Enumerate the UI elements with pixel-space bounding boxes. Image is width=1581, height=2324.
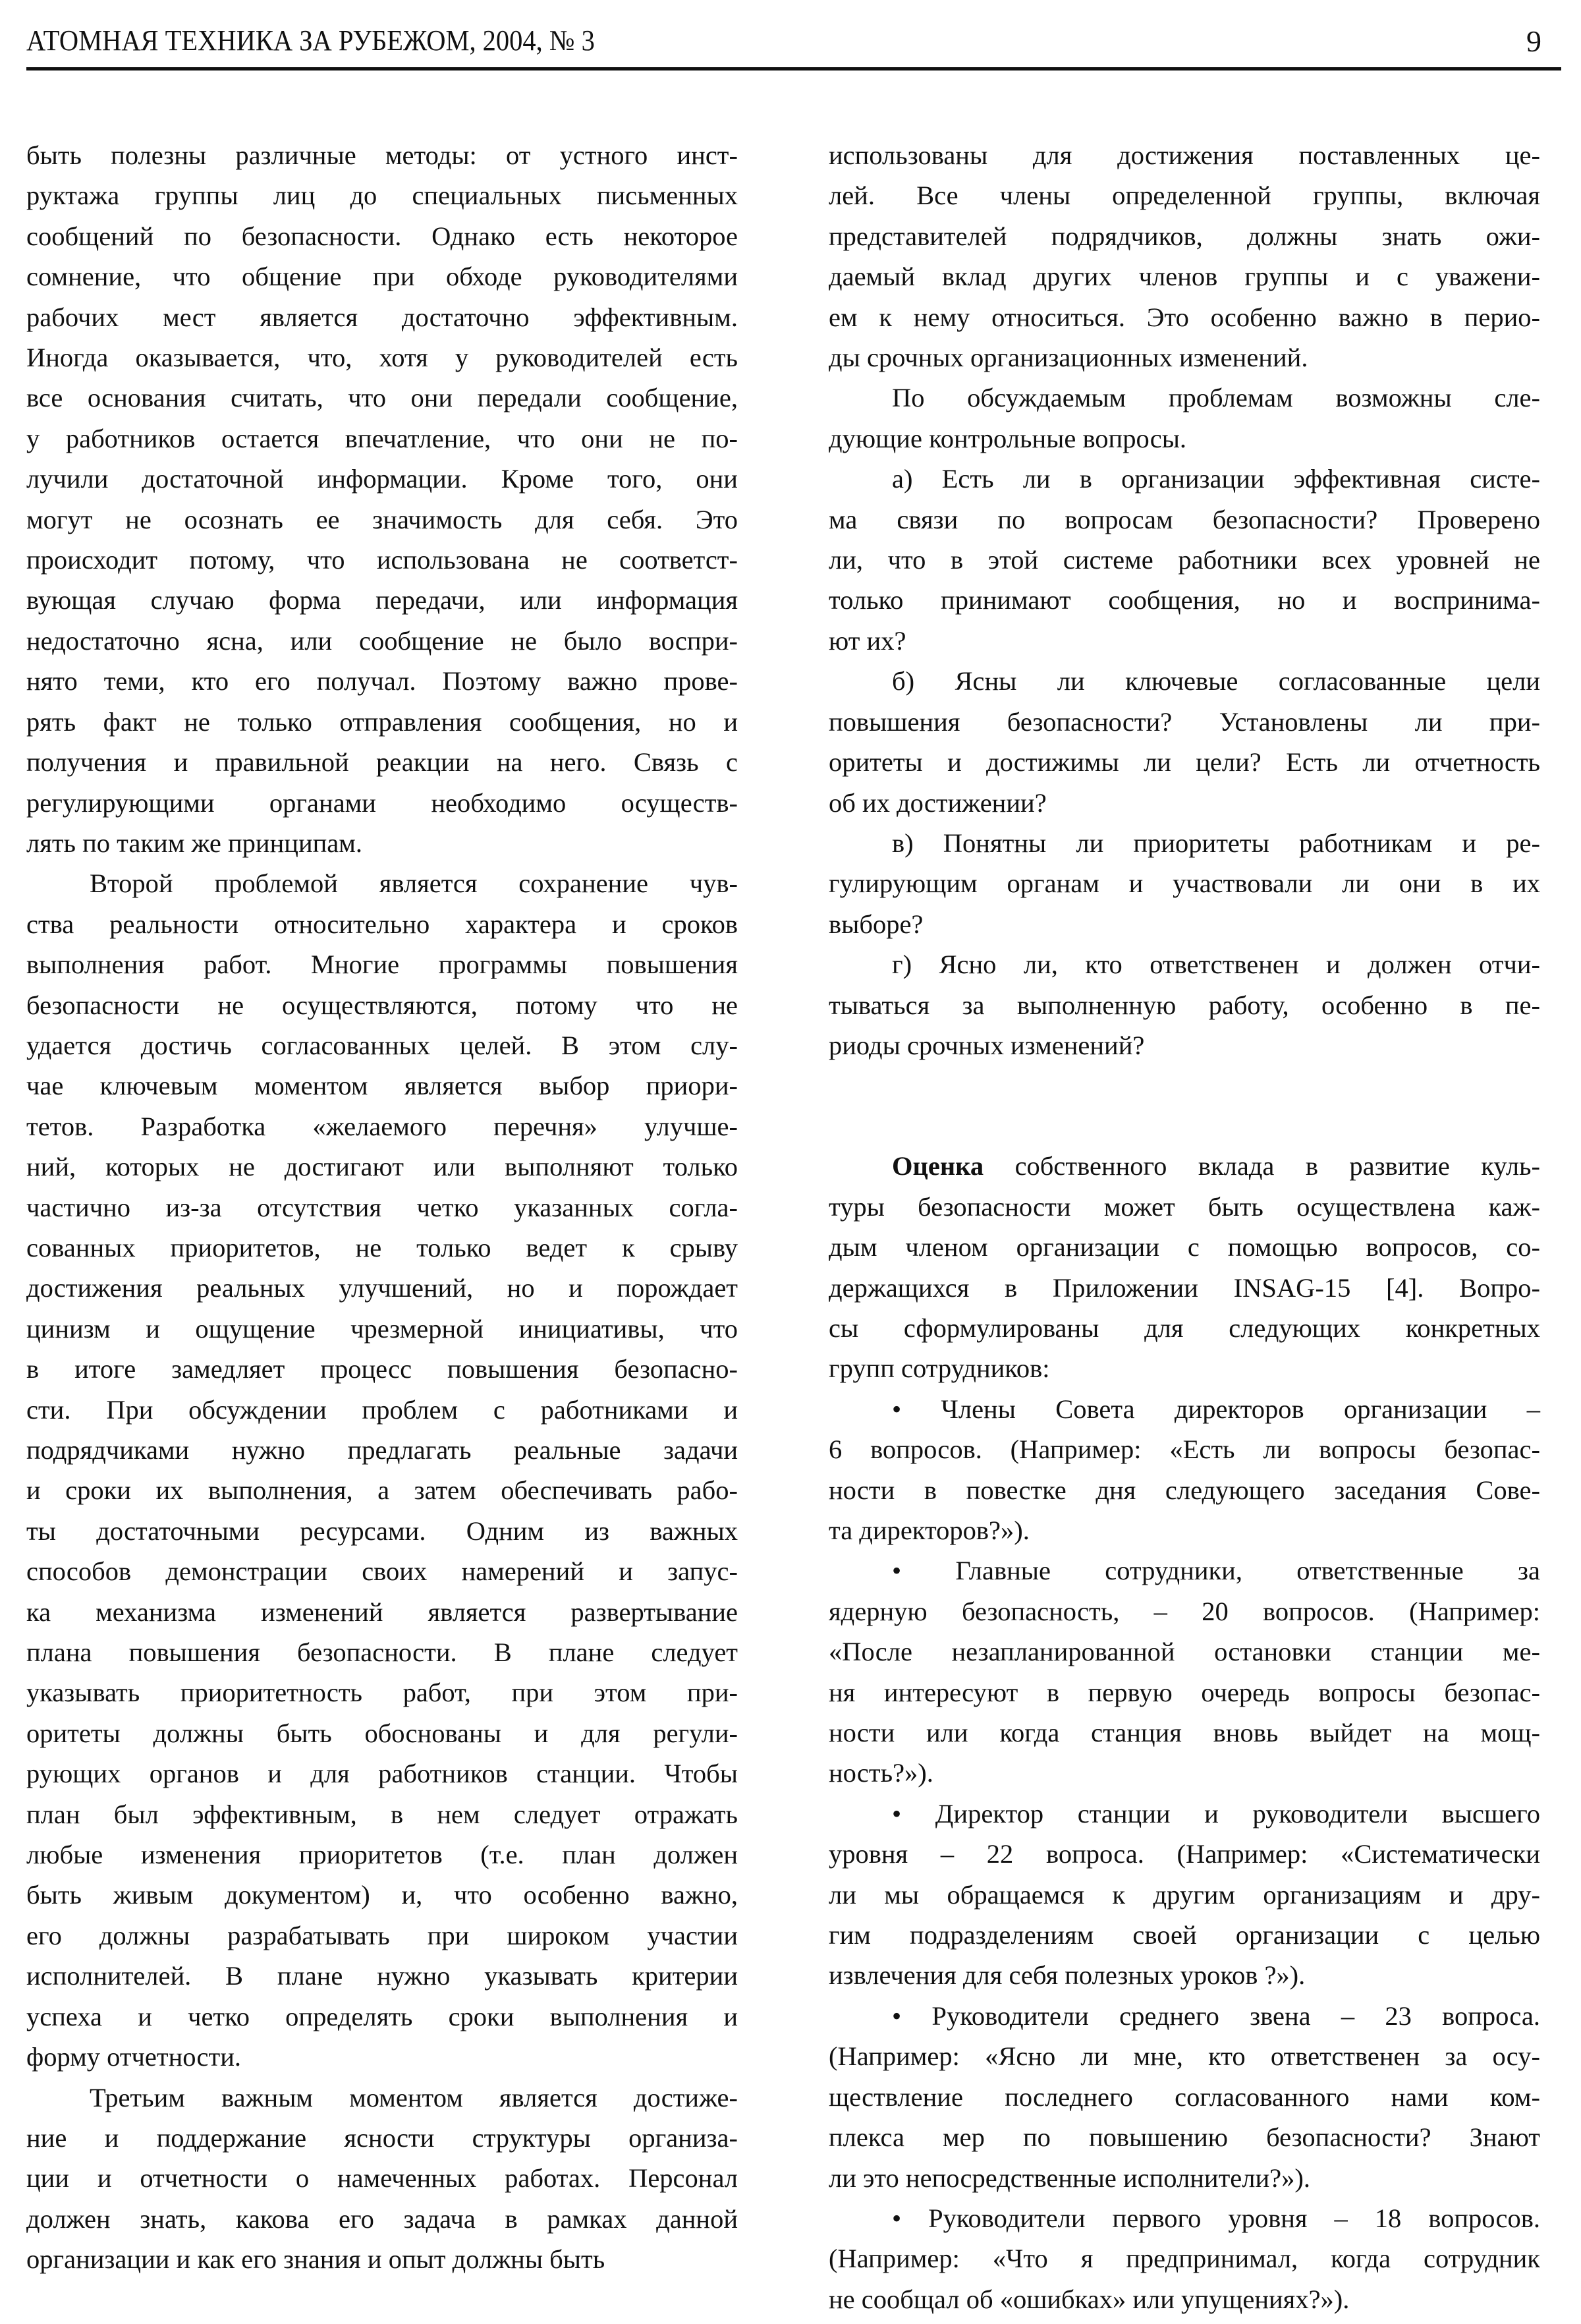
paragraph <box>829 1794 1540 1996</box>
text-line: лей. Все члены определенной группы, включая <box>829 181 1540 211</box>
text-line: быть полезны различные методы: от устного инст- <box>26 140 738 170</box>
text-line: способов демонстрации своих намерений и запус- <box>26 1556 738 1587</box>
text-line: исполнителей. В плане нужно указывать критерии <box>26 1961 738 1991</box>
text-line: ли это непосредственные исполнители?»). <box>829 2163 1310 2193</box>
text-line: (Например: «Ясно ли мне, кто ответственен за осу- <box>829 2041 1540 2072</box>
text-line: ня интересуют в первую очередь вопросы безопас- <box>829 1677 1540 1707</box>
text-line: групп сотрудников: <box>829 1353 1050 1384</box>
text-line: чае ключевым моментом является выбор приори- <box>26 1071 738 1101</box>
paragraph <box>829 135 1540 378</box>
text-line: (Например: «Что я предпринимал, когда сотрудник <box>829 2244 1540 2274</box>
paragraph <box>829 661 1540 823</box>
paragraph <box>829 1389 1540 1551</box>
text-line: По обсуждаемым проблемам возможны сле- <box>892 383 1540 413</box>
text-line: и сроки их выполнения, а затем обеспечивать рабо- <box>26 1475 738 1506</box>
text-line: «После незапланированной остановки станции ме- <box>829 1637 1540 1667</box>
text-line: держащихся в Приложении INSAG-15 [4]. Вопро- <box>829 1272 1540 1303</box>
text-line: все основания считать, что они передали сообщение, <box>26 383 738 413</box>
text-line: гим подразделениям своей организации с целью <box>829 1920 1540 1950</box>
text-line: ний, которых не достигают или выполняют только <box>26 1152 738 1182</box>
text-line: ции и отчетности о намеченных работах. Персонал <box>26 2163 738 2194</box>
text-line: гулирующим органам и участвовали ли они в их <box>829 868 1540 899</box>
text-line: г) Ясно ли, кто ответственен и должен отчи- <box>892 949 1540 980</box>
text-line: сообщений по безопасности. Однако есть некоторое <box>26 221 738 251</box>
text-line: ют их? <box>829 625 906 656</box>
text-line: ка механизма изменений является развертывание <box>26 1597 738 1627</box>
text-line: рять факт не только отправления сообщения, но и <box>26 706 738 737</box>
paragraph <box>829 378 1540 459</box>
text-line: вующая случаю форма передачи, или информация <box>26 585 738 615</box>
text-line: ды срочных организационных изменений. <box>829 343 1308 373</box>
page-number: 9 <box>1526 24 1541 58</box>
text-line: извлечения для себя полезных уроков ?»). <box>829 1960 1306 1991</box>
text-line: рабочих мест является достаточно эффективным. <box>26 302 738 332</box>
text-line: происходит потому, что использована не соответст- <box>26 545 738 575</box>
text-line: об их достижении? <box>829 787 1047 818</box>
header-rule <box>26 67 1561 71</box>
text-line: должен знать, какова его задача в рамках данной <box>26 2203 738 2234</box>
paragraph <box>26 2078 738 2280</box>
text-line: в итоге замедляет процесс повышения безопасно- <box>26 1354 738 1384</box>
text-line: представителей подрядчиков, должны знать ожи- <box>829 221 1540 251</box>
text-line: плекса мер по повышению безопасности? Знают <box>829 2122 1540 2153</box>
text-line: 6 вопросов. (Например: «Есть ли вопросы безопас- <box>829 1434 1540 1465</box>
text-line: ядерную безопасность, – 20 вопросов. (Например: <box>829 1596 1540 1626</box>
text-line: его должны разрабатывать при широком участии <box>26 1920 738 1950</box>
paragraph <box>829 1550 1540 1793</box>
text-line: та директоров?»). <box>829 1516 1030 1545</box>
text-line: удается достичь согласованных целей. В этом слу- <box>26 1030 738 1060</box>
text-line: нято теми, кто его получал. Поэтому важно прове- <box>26 666 738 696</box>
paragraph <box>26 863 738 2077</box>
text-line: у работников остается впечатление, что они не по- <box>26 423 738 453</box>
text-line: любые изменения приоритетов (т.е. план должен <box>26 1840 738 1870</box>
paragraph <box>829 1996 1540 2198</box>
section-gap <box>829 1065 1540 1146</box>
text-line: риоды срочных изменений? <box>829 1030 1145 1060</box>
text-line: рующих органов и для работников станции. Чтобы <box>26 1759 738 1789</box>
text-line: сомнение, что общение при обходе руководителями <box>26 262 738 292</box>
text-line: ли мы обращаемся к другим организациям и дру- <box>829 1879 1540 1910</box>
text-line: план был эффективным, в нем следует отражать <box>26 1799 738 1829</box>
text-line: дым членом организации с помощью вопросов, со- <box>829 1232 1540 1262</box>
text-line: достижения реальных улучшений, но и порождает <box>26 1273 738 1303</box>
text-line: • Руководители первого уровня – 18 вопросов. <box>892 2203 1540 2233</box>
text-line: ства реальности относительно характера и сроков <box>26 909 738 939</box>
text-line: ли, что в этой системе работники всех уровней не <box>829 545 1540 575</box>
text-line: тетов. Разработка «желаемого перечня» улучше- <box>26 1111 738 1141</box>
text-line: • Руководители среднего звена – 23 вопроса. <box>892 2000 1540 2031</box>
paragraph <box>829 944 1540 1065</box>
text-line: указывать приоритетность работ, при этом при- <box>26 1678 738 1708</box>
text-line: цинизм и ощущение чрезмерной инициативы, что <box>26 1313 738 1344</box>
text-line: Третьим важным моментом является достиже- <box>90 2082 738 2112</box>
text-line: даемый вклад других членов группы и с уважени- <box>829 262 1540 292</box>
bold-lead-word: Оценка <box>892 1151 984 1181</box>
text-line: ности или когда станция вновь выйдет на мощ- <box>829 1718 1540 1748</box>
text-line: б) Ясны ли ключевые согласованные цели <box>892 666 1540 696</box>
line-text: собственного вклада в развитие куль- <box>984 1151 1540 1181</box>
left-column <box>26 135 738 2280</box>
text-line: руктажа группы лиц до специальных письменных <box>26 181 738 211</box>
text-line: оритеты должны быть обоснованы и для регули- <box>26 1718 738 1748</box>
text-line: безопасности не осуществляются, потому что не <box>26 990 738 1020</box>
text-line: использованы для достижения поставленных це- <box>829 140 1540 170</box>
text-line: частично из-за отсутствия четко указанных согла- <box>26 1192 738 1222</box>
text-line: ности в повестке дня следующего заседания Сове- <box>829 1475 1540 1505</box>
text-line: организации и как его знания и опыт должны быть <box>26 2244 605 2275</box>
running-header <box>26 24 1555 70</box>
right-column <box>829 135 1540 2319</box>
text-line: лучили достаточной информации. Кроме того, они <box>26 464 738 494</box>
text-line: получения и правильной реакции на него. Связь с <box>26 747 738 778</box>
text-line: успеха и четко определять сроки выполнения и <box>26 2001 738 2031</box>
journal-title: АТОМНАЯ ТЕХНИКА ЗА РУБЕЖОМ, 2004, № 3 <box>26 24 595 57</box>
text-line: быть живым документом) и, что особенно важно, <box>26 1880 738 1910</box>
text-line: форму отчетности. <box>26 2042 241 2072</box>
text-line: • Главные сотрудники, ответственные за <box>892 1556 1540 1586</box>
text-line: регулирующими органами необходимо осуществ- <box>26 787 738 818</box>
paragraph <box>829 459 1540 661</box>
text-line: могут не осознать ее значимость для себя. Это <box>26 504 738 534</box>
text-line: ществление последнего согласованного нами ком- <box>829 2082 1540 2112</box>
text-line: ем к нему относиться. Это особенно важно в перио- <box>829 302 1540 332</box>
text-line <box>829 1146 1540 1186</box>
text-line: дующие контрольные вопросы. <box>829 423 1187 453</box>
text-line: туры безопасности может быть осуществлена каж- <box>829 1191 1540 1222</box>
text-line: оритеты и достижимы ли цели? Есть ли отчетность <box>829 747 1540 778</box>
text-line: выборе? <box>829 909 924 939</box>
text-line: а) Есть ли в организации эффективная систе- <box>892 464 1540 494</box>
paragraph <box>829 2198 1540 2319</box>
text-line: • Члены Совета директоров организации – <box>892 1394 1540 1424</box>
paragraph <box>26 135 738 863</box>
text-line: подрядчиками нужно предлагать реальные задачи <box>26 1435 738 1465</box>
text-line: уровня – 22 вопроса. (Например: «Систематически <box>829 1839 1540 1869</box>
text-line: недостаточно ясна, или сообщение не было воспри- <box>26 625 738 656</box>
text-line: повышения безопасности? Установлены ли при- <box>829 706 1540 737</box>
text-line: ма связи по вопросам безопасности? Проверено <box>829 504 1540 534</box>
text-line: Иногда оказывается, что, хотя у руководителей есть <box>26 343 738 373</box>
text-line: лять по таким же принципам. <box>26 828 363 858</box>
text-line: ты достаточными ресурсами. Одним из важных <box>26 1516 738 1546</box>
text-line: ние и поддержание ясности структуры организа- <box>26 2122 738 2153</box>
text-line: не сообщал об «ошибках» или упущениях?»). <box>829 2284 1350 2314</box>
text-line: ность?»). <box>829 1758 933 1788</box>
text-line: сти. При обсуждении проблем с работниками и <box>26 1394 738 1425</box>
text-line: сованных приоритетов, не только ведет к срыву <box>26 1232 738 1262</box>
text-line: выполнения работ. Многие программы повышения <box>26 949 738 980</box>
text-line: только принимают сообщения, но и воспринима- <box>829 585 1540 615</box>
text-line: плана повышения безопасности. В плане следует <box>26 1637 738 1668</box>
paragraph <box>829 823 1540 944</box>
text-line: сы сформулированы для следующих конкретных <box>829 1313 1540 1343</box>
paragraph <box>829 1146 1540 1388</box>
text-line: Второй проблемой является сохранение чув- <box>90 868 738 899</box>
text-line: тываться за выполненную работу, особенно в пе- <box>829 990 1540 1020</box>
text-line: • Директор станции и руководители высшего <box>892 1798 1540 1828</box>
text-line: в) Понятны ли приоритеты работникам и ре- <box>892 828 1540 858</box>
